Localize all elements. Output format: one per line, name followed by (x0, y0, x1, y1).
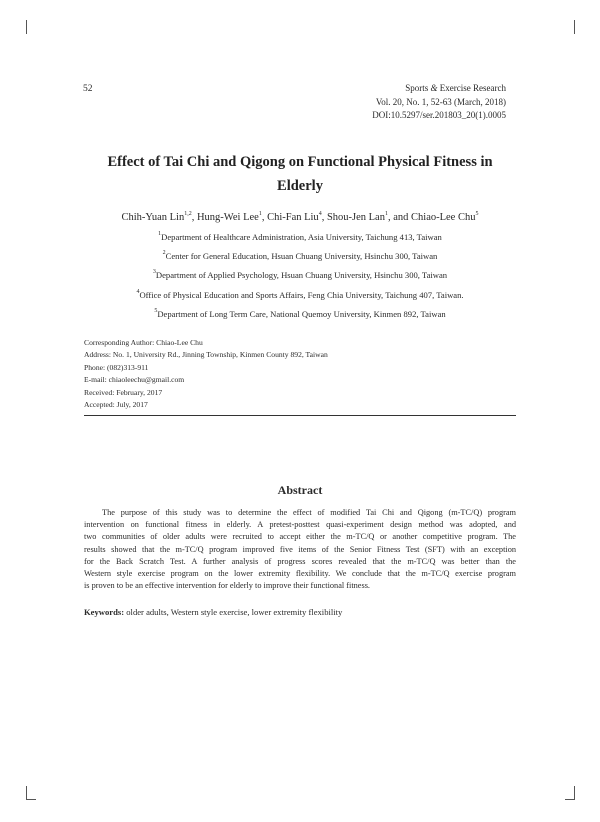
affiliation-number: 3 (152, 269, 156, 276)
affiliation-number: 1 (158, 231, 162, 237)
abstract-line: Western style exercise program on the lower extremity flexibility. We conclude that the m-TC/Q exercise program (84, 569, 516, 579)
abstract-line: The purpose of this study was to determine the effect of modified Tai Chi and Qigong (m-TC/Q) program (102, 508, 516, 517)
affiliation-number: 2 (162, 250, 166, 257)
corresponding-author: Corresponding Author: Chiao-Lee Chu (84, 338, 203, 347)
paper-title-line-1: Effect of Tai Chi and Qigong on Functional Physical Fitness in (107, 154, 493, 170)
keywords-text: older adults, Western style exercise, lower extremity flexibility (124, 607, 343, 617)
journal-doi: DOI:10.5297/ser.201803_20(1).0005 (372, 110, 506, 120)
journal-name-part1: Sports (405, 83, 429, 93)
author-affiliation-ref: 1 (258, 211, 262, 217)
corresponding-info (84, 337, 328, 411)
paper-title (60, 150, 540, 198)
keywords-label: Keywords: (84, 607, 125, 617)
abstract-body (84, 507, 516, 592)
corresponding-address: Address: No. 1, University Rd., Jinning Township, Kinmen County 892, Taiwan (84, 350, 328, 360)
accepted-date: Accepted: July, 2017 (84, 400, 148, 410)
author-separator: , (321, 212, 327, 223)
corresponding-phone: Phone: (082)313-911 (84, 362, 149, 372)
crop-mark (565, 799, 575, 800)
abstract-line: is proven to be an effective intervention for elderly to improve their functional fitness. (84, 581, 370, 591)
abstract-line: intervention on functional fitness in elderly. A pretest-posttest quasi-experiment design method was adopted, and (84, 520, 516, 530)
affiliation (40, 303, 560, 322)
affiliation-text: Center for General Education, Hsuan Chuang University, Hsinchu 300, Taiwan (165, 251, 438, 262)
affiliation-text: Department of Long Term Care, National Quemoy University, Kinmen 892, Taiwan (157, 308, 446, 319)
affiliation-number: 4 (136, 288, 140, 295)
affiliation (40, 264, 560, 283)
crop-mark (26, 799, 36, 800)
author-name: Chih-Yuan Lin (121, 212, 185, 223)
journal-name (372, 82, 506, 96)
author-name: Chiao-Lee Chu (411, 212, 476, 223)
affiliation-text: Office of Physical Education and Sports Affairs, Feng Chia University, Taichung 407, Taiwan. (139, 289, 464, 300)
affiliation (40, 226, 560, 245)
affiliation (40, 284, 560, 303)
journal-name-part2: Exercise Research (439, 83, 506, 93)
abstract-heading: Abstract (277, 483, 323, 497)
author-name: Shou-Jen Lan (326, 212, 385, 223)
section-divider (84, 415, 516, 416)
page-number: 52 (83, 84, 93, 94)
author-affiliation-ref: 1 (384, 211, 388, 217)
affiliation-list (40, 226, 560, 322)
paper-title-line-2: Elderly (277, 178, 323, 194)
received-date: Received: February, 2017 (84, 387, 163, 397)
journal-volume: Vol. 20, No. 1, 52-63 (March, 2018) (375, 96, 506, 107)
author-affiliation-ref: 1,2 (184, 211, 192, 217)
author-separator: , (191, 212, 197, 223)
abstract-line: two communities of older adults were recruited to accept either the m-TC/Q or another competitive program. The (84, 532, 516, 542)
abstract-line: for the Back Scratch Test. A further analysis of progress scores revealed that the m-TC/Q was better than the (84, 556, 516, 566)
author-affiliation-ref: 4 (318, 211, 322, 217)
author-affiliation-ref: 5 (475, 211, 479, 217)
author-name: Hung-Wei Lee (196, 212, 259, 223)
journal-header (372, 82, 506, 123)
affiliation-number: 5 (154, 307, 158, 314)
crop-mark (26, 786, 27, 800)
author-separator: , and (387, 212, 412, 223)
affiliation-text: Department of Applied Psychology, Hsuan Chuang University, Hsinchu 300, Taiwan (155, 270, 448, 281)
author-separator: , (261, 212, 268, 223)
affiliation (40, 245, 560, 264)
keywords (84, 607, 342, 617)
journal-ampersand: & (430, 83, 438, 93)
crop-mark (574, 786, 575, 800)
author-name: Chi-Fan Liu (267, 212, 319, 223)
crop-mark (26, 20, 27, 34)
crop-mark (574, 20, 575, 34)
author-list (40, 211, 560, 223)
corresponding-email[interactable]: E-mail: chiaoleechu@gmail.com (84, 375, 185, 385)
affiliation-text: Department of Healthcare Administration, Asia University, Taichung 413, Taiwan (161, 232, 442, 242)
abstract-line: results showed that the m-TC/Q program improved five items of the Senior Fitness Test (SFT) with an exception (84, 544, 516, 554)
